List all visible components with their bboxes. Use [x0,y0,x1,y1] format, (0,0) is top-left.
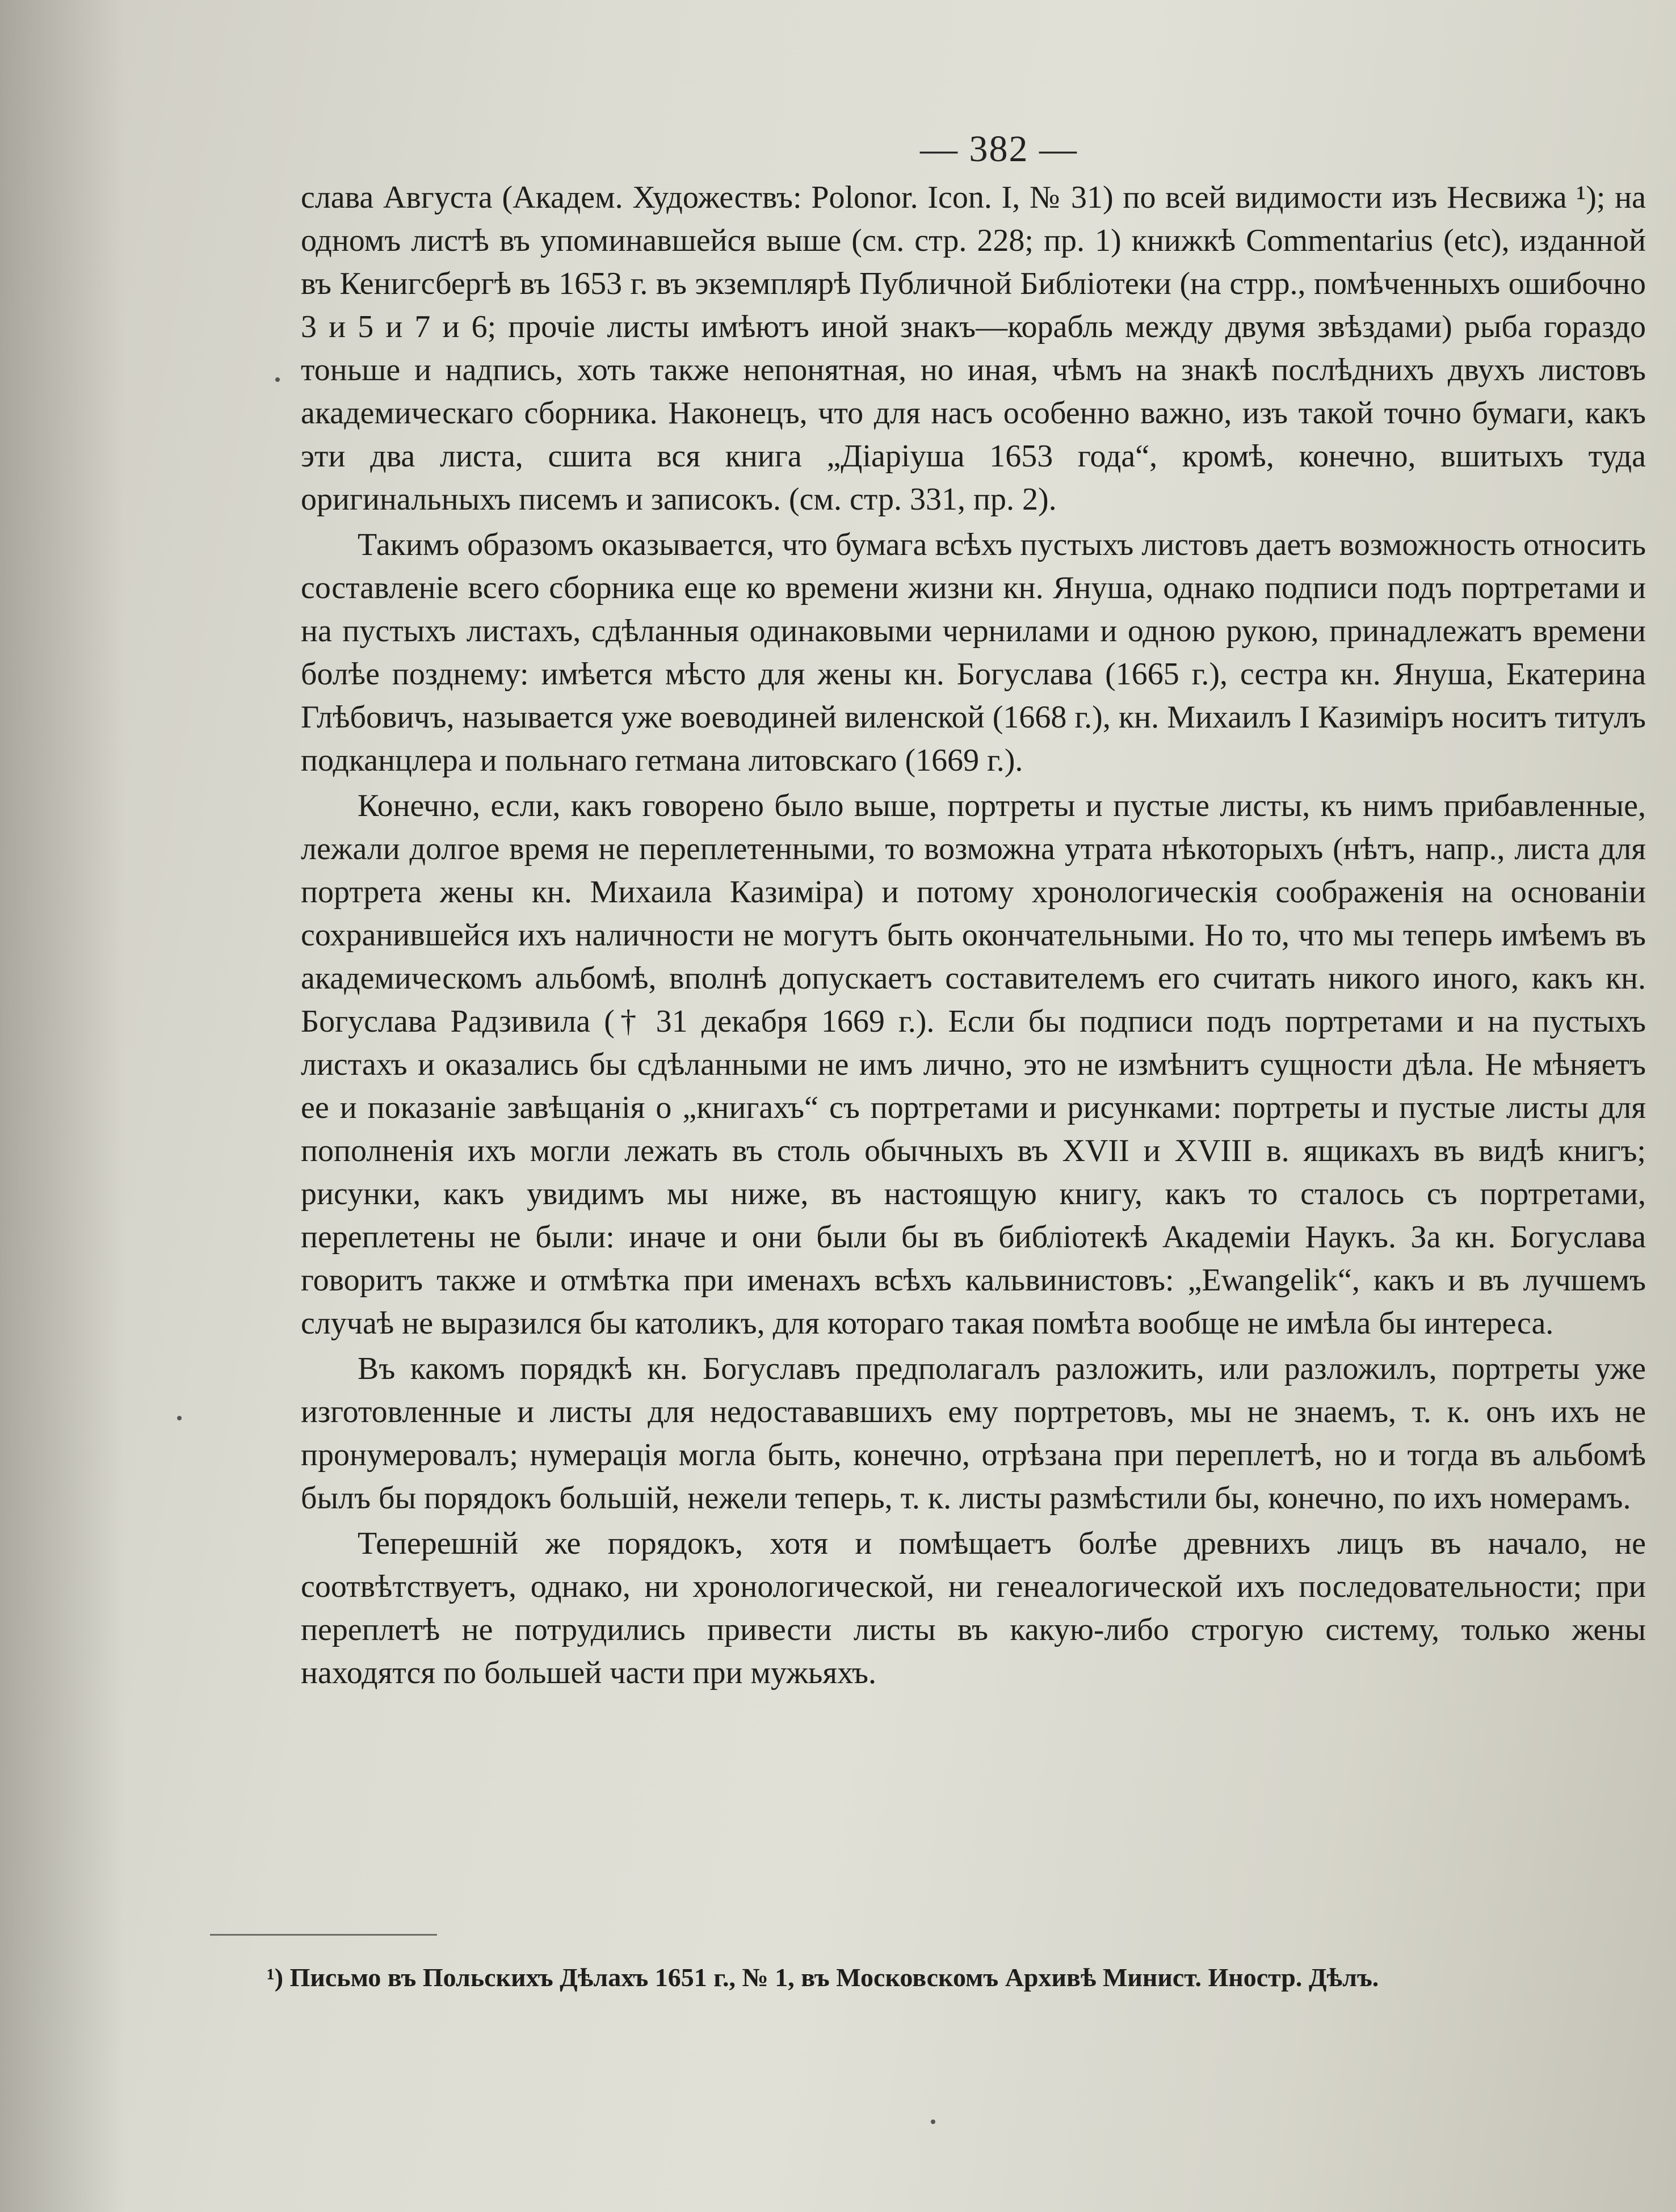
footnote-divider [210,1934,437,1936]
margin-dot [275,377,280,382]
paragraph-5: Теперешній же порядокъ, хотя и помѣщаетъ болѣе древнихъ лицъ въ начало, не соотвѣтствуетъ, однако, ни хронологической, ни генеалогической ихъ последовательности; при переплетѣ не потрудились привести листы въ какую-либо строгую систему, только жены находятся по большей части при мужьяхъ. [301,1526,1646,1690]
margin-dot [931,2120,935,2124]
paragraph-2: Такимъ образомъ оказывается, что бумага всѣхъ пустыхъ листовъ даетъ возможность относить составленіе всего сборника еще ко времени жизни кн. Януша, однако подписи подъ портретами и на пустыхъ листахъ, сдѣланныя одинаковыми чернилами и одною рукою, принадлежатъ времени болѣе позднему: имѣется мѣсто для жены кн. Богуслава (1665 г.), сестра кн. Януша, Екатерина Глѣбовичъ, называется уже воеводиней виленской (1668 г.), кн. Михаилъ I Казиміръ носитъ титулъ подканцлера и польнаго гетмана литовскаго (1669 г.). [301,527,1646,778]
paragraph-1: слава Августа (Академ. Художествъ: Polonor. Icon. I, № 31) по всей видимости изъ Несвижа ¹); на одномъ листѣ въ упоминавшейся выше (см. стр. 228; пр. 1) книжкѣ Commentarius (etc), изданной въ Кенигсбергѣ въ 1653 г. въ экземплярѣ Публичной Библіотеки (на стрр., помѣченныхъ ошибочно 3 и 5 и 7 и 6; прочіе листы имѣютъ иной знакъ—корабль между двумя звѣздами) рыба гораздо тоньше и надпись, хоть также непонятная, но иная, чѣмъ на знакѣ послѣднихъ двухъ листовъ академическаго сборника. Наконецъ, что для насъ особенно важно, изъ такой точно бумаги, какъ эти два листа, сшита вся книга „Діаріуша 1653 года“, кромѣ, конечно, вшитыхъ туда оригинальныхъ писемъ и записокъ. (см. стр. 331, пр. 2). [301,180,1646,517]
main-text [301,176,1646,1697]
paragraph-4: Въ какомъ порядкѣ кн. Богуславъ предполагалъ разложить, или разложилъ, портреты уже изготовленные и листы для недостававшихъ ему портретовъ, мы не знаемъ, т. к. онъ ихъ не пронумеровалъ; нумерація могла быть, конечно, отрѣзана при переплетѣ, но и тогда въ альбомѣ былъ бы порядокъ большій, нежели теперь, т. к. листы размѣстили бы, конечно, по ихъ номерамъ. [301,1351,1646,1516]
footnote: ¹) Письмо въ Польскихъ Дѣлахъ 1651 г., № 1, въ Московскомъ Архивѣ Минист. Иностр. Дѣлъ. [267,1963,1379,1992]
paragraph-3: Конечно, если, какъ говорено было выше, портреты и пустые листы, къ нимъ прибавленные, лежали долгое время не переплетенными, то возможна утрата нѣкоторыхъ (нѣтъ, напр., листа для портрета жены кн. Михаила Казиміра) и потому хронологическія соображенія на основаніи сохранившейся ихъ наличности не могутъ быть окончательными. Но то, что мы теперь имѣемъ въ академическомъ альбомѣ, вполнѣ допускаетъ составителемъ его считать никого иного, какъ кн. Богуслава Радзивила († 31 декабря 1669 г.). Если бы подписи подъ портретами и на пустыхъ листахъ и оказались бы сдѣланными не имъ лично, это не измѣнитъ сущности дѣла. Не мѣняетъ ее и показаніе завѣщанія о „книгахъ“ съ портретами и рисунками: портреты и пустые листы для пополненія ихъ могли лежать въ столь обычныхъ въ XVII и XVIII в. ящикахъ въ видѣ книгъ; рисунки, какъ увидимъ мы ниже, въ настоящую книгу, какъ то сталось съ портретами, переплетены не были: иначе и они были бы въ библіотекѣ Академіи Наукъ. За кн. Богуслава говоритъ также и отмѣтка при именахъ всѣхъ кальвинистовъ: „Ewangelik“, какъ и въ лучшемъ случаѣ не выразился бы католикъ, для котораго такая помѣта вообще не имѣла бы интереса. [301,788,1646,1341]
page-number: — 382 — [920,128,1078,170]
page-edge-shadow [0,0,125,2212]
margin-dot [177,1416,182,1420]
